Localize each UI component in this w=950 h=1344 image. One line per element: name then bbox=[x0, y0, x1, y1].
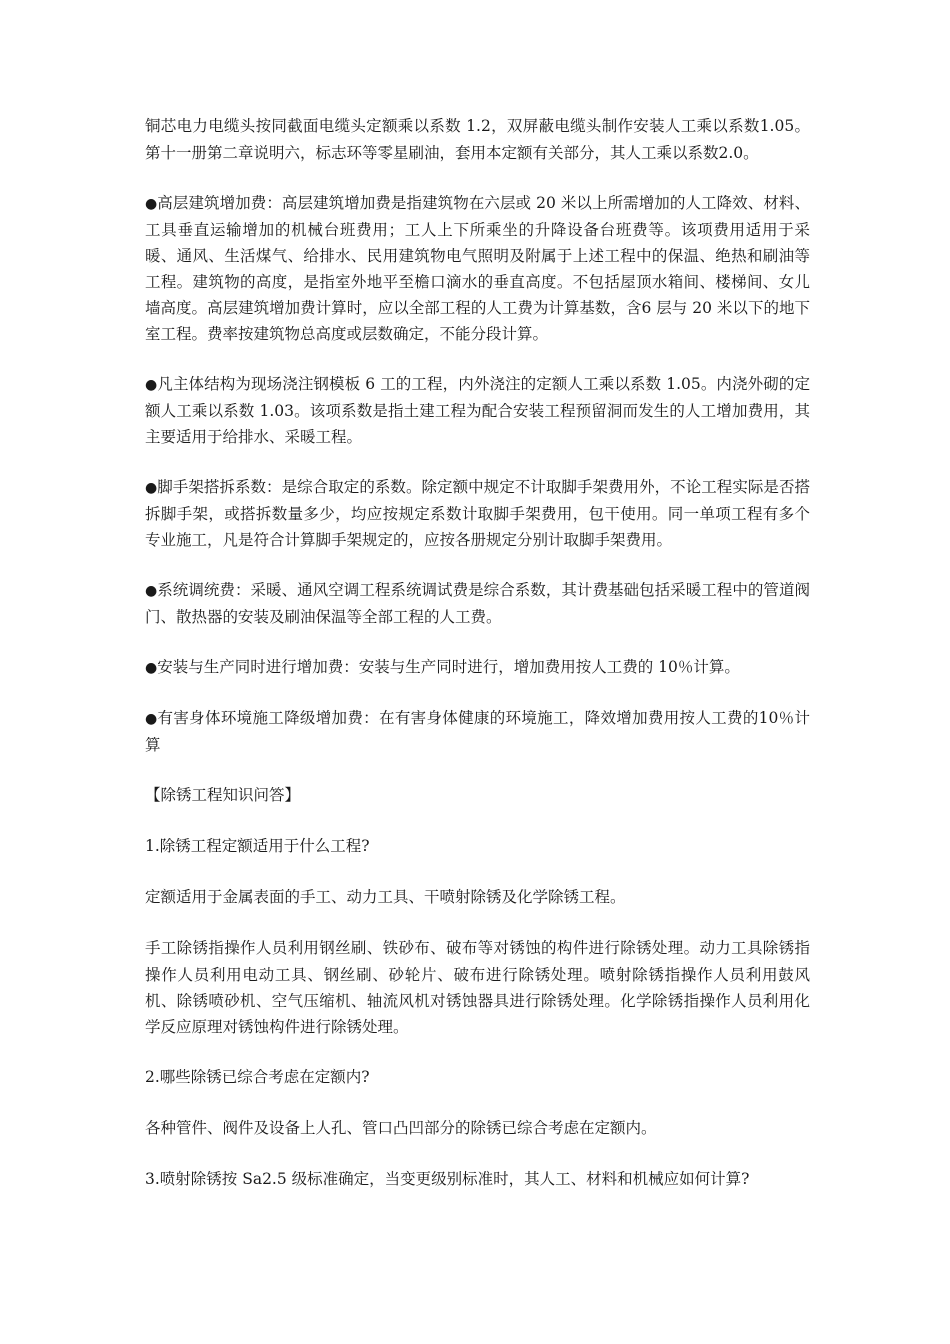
bullet-icon: ● bbox=[145, 377, 158, 393]
answer-1-detail bbox=[145, 935, 810, 1040]
answer-text: 各种管件、阀件及设备上人孔、管口凸凹部分的除锈已综合考虑在定额内。 bbox=[145, 1119, 657, 1137]
question-text: 1.除锈工程定额适用于什么工程? bbox=[145, 837, 370, 855]
paragraph-hazardous-environment-fee bbox=[145, 705, 810, 758]
document-body bbox=[145, 113, 810, 1217]
answer-2 bbox=[145, 1115, 810, 1142]
section-heading-rust-removal bbox=[145, 782, 810, 809]
bullet-icon: ● bbox=[145, 660, 158, 676]
question-text: 3.喷射除锈按 Sa2.5 级标准确定，当变更级别标准时，其人工、材料和机械应如何计算? bbox=[145, 1170, 750, 1188]
answer-text: 定额适用于金属表面的手工、动力工具、干喷射除锈及化学除锈工程。 bbox=[145, 888, 626, 906]
paragraph-text: 高层建筑增加费：高层建筑增加费是指建筑物在六层或 20 米以上所需增加的人工降效、材料、工具垂直运输增加的机械台班费用；工人上下所乘坐的升降设备台班费等。该项费用适用于采暖、通风、生活煤气、给排水、民用建筑物电气照明及附属于上述工程中的保温、绝热和刷油等工程。建筑物的高度，是指室外地平至檐口滴水的垂直高度。不包括屋顶水箱间、楼梯间、女儿墙高度。高层建筑增加费计算时，应以全部工程的人工费为计算基数，含6 层与 20 米以下的地下室工程。费率按建筑物总高度或层数确定，不能分段计算。 bbox=[145, 194, 810, 343]
paragraph-text: 凡主体结构为现场浇注钢模板 6 工的工程，内外浇注的定额人工乘以系数 1.05。内浇外砌的定额人工乘以系数 1.03。该项系数是指土建工程为配合安装工程预留洞而发生的人工增加费用，其主要适用于给排水、采暖工程。 bbox=[145, 375, 810, 446]
paragraph-text: 有害身体环境施工降级增加费：在有害身体健康的环境施工，降效增加费用按人工费的10％计算 bbox=[145, 709, 811, 754]
bullet-icon: ● bbox=[145, 583, 158, 599]
paragraph-text: 铜芯电力电缆头按同截面电缆头定额乘以系数 1.2，双屏蔽电缆头制作安装人工乘以系数1.05。第十一册第二章说明六，标志环等零星刷油，套用本定额有关部分，其人工乘以系数2.0。 bbox=[145, 117, 810, 162]
paragraph-scaffold-coefficient bbox=[145, 474, 810, 553]
question-text: 2.哪些除锈已综合考虑在定额内? bbox=[145, 1068, 370, 1086]
paragraph-text: 安装与生产同时进行增加费：安装与生产同时进行，增加费用按人工费的 10％计算。 bbox=[157, 658, 740, 676]
bullet-icon: ● bbox=[145, 196, 158, 212]
paragraph-steel-formwork bbox=[145, 371, 810, 450]
paragraph-text: 脚手架搭拆系数：是综合取定的系数。除定额中规定不计取脚手架费用外，不论工程实际是否搭拆脚手架，或搭拆数量多少，均应按规定系数计取脚手架费用，包干使用。同一单项工程有多个专业施工，凡是符合计算脚手架规定的，应按各册规定分别计取脚手架费用。 bbox=[145, 478, 810, 549]
question-2 bbox=[145, 1064, 810, 1091]
answer-1 bbox=[145, 884, 810, 911]
paragraph-cable-heads bbox=[145, 113, 810, 166]
bullet-icon: ● bbox=[145, 480, 158, 496]
paragraph-text: 系统调统费：采暖、通风空调工程系统调试费是综合系数，其计费基础包括采暖工程中的管道阀门、散热器的安装及刷油保温等全部工程的人工费。 bbox=[145, 581, 810, 626]
question-1 bbox=[145, 833, 810, 860]
bullet-icon: ● bbox=[145, 711, 158, 727]
question-3 bbox=[145, 1166, 810, 1193]
answer-text: 手工除锈指操作人员利用钢丝刷、铁砂布、破布等对锈蚀的构件进行除锈处理。动力工具除锈指操作人员利用电动工具、钢丝刷、砂轮片、破布进行除锈处理。喷射除锈指操作人员利用鼓风机、除锈喷砂机、空气压缩机、轴流风机对锈蚀器具进行除锈处理。化学除锈指操作人员利用化学反应原理对锈蚀构件进行除锈处理。 bbox=[145, 939, 810, 1036]
heading-text: 【除锈工程知识问答】 bbox=[145, 786, 301, 804]
paragraph-concurrent-production-fee bbox=[145, 654, 810, 681]
paragraph-system-debug-fee bbox=[145, 577, 810, 630]
paragraph-high-rise-fee bbox=[145, 190, 810, 347]
